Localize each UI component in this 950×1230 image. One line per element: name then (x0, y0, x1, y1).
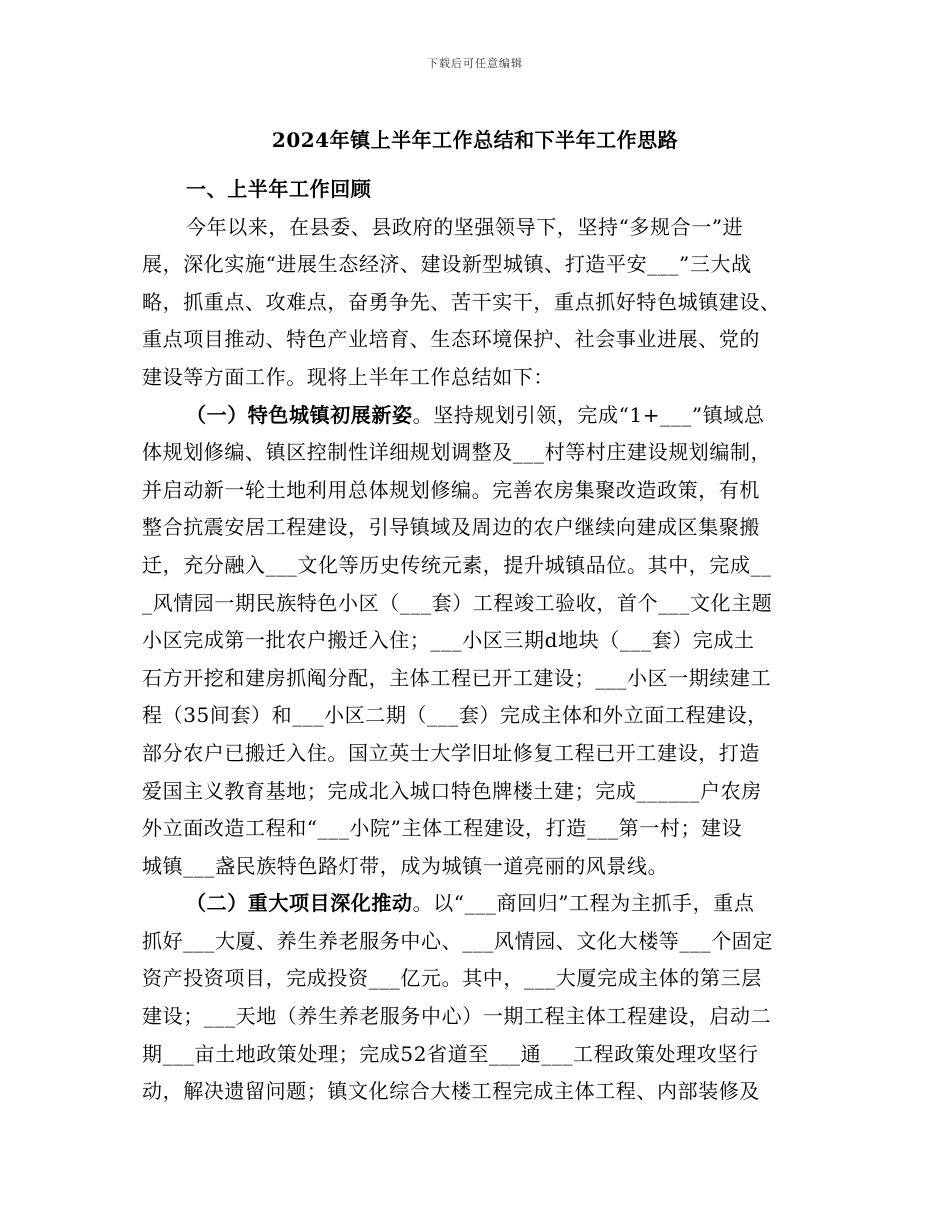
line-text: 小区完成第一批农户搬迁入住；___小区三期d地块（___套）完成土 (142, 628, 755, 653)
line-text: 建设；___天地（养生养老服务中心）一期工程主体工程建设，启动二 (142, 1004, 772, 1029)
line-text: _风情园一期民族特色小区（___套）工程竣工验收，首个___文化主题 (142, 590, 773, 615)
paragraph-line (142, 397, 812, 435)
paragraph-line (142, 622, 812, 660)
paragraph-line (142, 321, 812, 359)
line-text: 抓好___大厦、养生养老服务中心、___风情园、文化大楼等___个固定 (142, 928, 773, 953)
line-text: 。以“___商回归”工程为主抓手，重点 (412, 891, 755, 916)
subsection-heading: （一）特色城镇初展新姿 (186, 402, 413, 427)
paragraph-line (142, 773, 812, 811)
line-text: 石方开挖和建房抓阄分配，主体工程已开工建设；___小区一期续建工 (142, 665, 772, 690)
paragraph-line (142, 697, 812, 735)
paragraph-line (142, 472, 812, 510)
paragraph-line (142, 735, 812, 773)
document-body (142, 171, 812, 1111)
paragraph-line (142, 246, 812, 284)
line-text: 整合抗震安居工程建设，引导镇域及周边的农户继续向建成区集聚搬 (142, 515, 760, 540)
page-header-note: 下载后可任意编辑 (427, 57, 523, 70)
line-text: 资产投资项目，完成投资___亿元。其中，___大厦完成主体的第三层 (142, 966, 762, 991)
paragraph-line (142, 998, 812, 1036)
paragraph-line (142, 848, 812, 886)
line-text: 重点项目推动、特色产业培育、生态环境保护、社会事业进展、党的 (142, 327, 760, 352)
line-text: 并启动新一轮土地利用总体规划修编。完善农房集聚改造政策，有机 (142, 477, 760, 502)
line-text: 部分农户已搬迁入住。国立英士大学旧址修复工程已开工建设，打造 (142, 740, 760, 765)
paragraph-line (142, 923, 812, 961)
line-text: 体规划修编、镇区控制性详细规划调整及___村等村庄建设规划编制， (142, 440, 772, 465)
line-text: 爱国主义教育基地；完成北入城口特色牌楼土建；完成______户农房 (142, 778, 762, 803)
line-text: 迁，充分融入___文化等历史传统元素，提升城镇品位。其中，完成__ (142, 552, 772, 577)
paragraph-line (142, 810, 812, 848)
line-text: 略，抓重点、攻难点，奋勇争先、苦干实干，重点抓好特色城镇建设、 (142, 289, 781, 314)
subsection-heading: （二）重大项目深化推动 (186, 891, 413, 916)
line-text: 一、上半年工作回顾 (186, 177, 372, 201)
paragraph-line (142, 284, 812, 322)
line-text: 建设等方面工作。现将上半年工作总结如下： (142, 364, 554, 389)
paragraph-line (142, 660, 812, 698)
paragraph-line (142, 509, 812, 547)
paragraph-line (142, 885, 812, 923)
line-text: 今年以来，在县委、县政府的坚强领导下，坚持“多规合一”进 (186, 214, 744, 239)
paragraph-line (142, 547, 812, 585)
line-text: 外立面改造工程和“___小院”主体工程建设，打造___第一村；建设 (142, 816, 743, 841)
paragraph-line (142, 960, 812, 998)
paragraph-line (142, 434, 812, 472)
paragraph-line (142, 209, 812, 247)
paragraph-line (142, 585, 812, 623)
line-text: 动，解决遗留问题；镇文化综合大楼工程完成主体工程、内部装修及 (142, 1079, 760, 1104)
line-text: 展，深化实施“进展生态经济、建设新型城镇、打造平安___”三大战 (142, 252, 752, 277)
document-title: 2024年镇上半年工作总结和下半年工作思路 (271, 128, 679, 152)
line-text: 程（35间套）和___小区二期（___套）完成主体和外立面工程建设， (142, 703, 768, 728)
paragraph-line (142, 359, 812, 397)
line-text: 城镇___盏民族特色路灯带，成为城镇一道亮丽的风景线。 (142, 853, 669, 878)
line-text: 期___亩土地政策处理；完成52省道至___通___工程政策处理攻坚行 (142, 1041, 759, 1066)
paragraph-line (142, 1073, 812, 1111)
line-text: 。坚持规划引领，完成“1+___”镇域总 (412, 402, 765, 427)
paragraph-line (142, 1036, 812, 1074)
section-heading (142, 171, 812, 209)
